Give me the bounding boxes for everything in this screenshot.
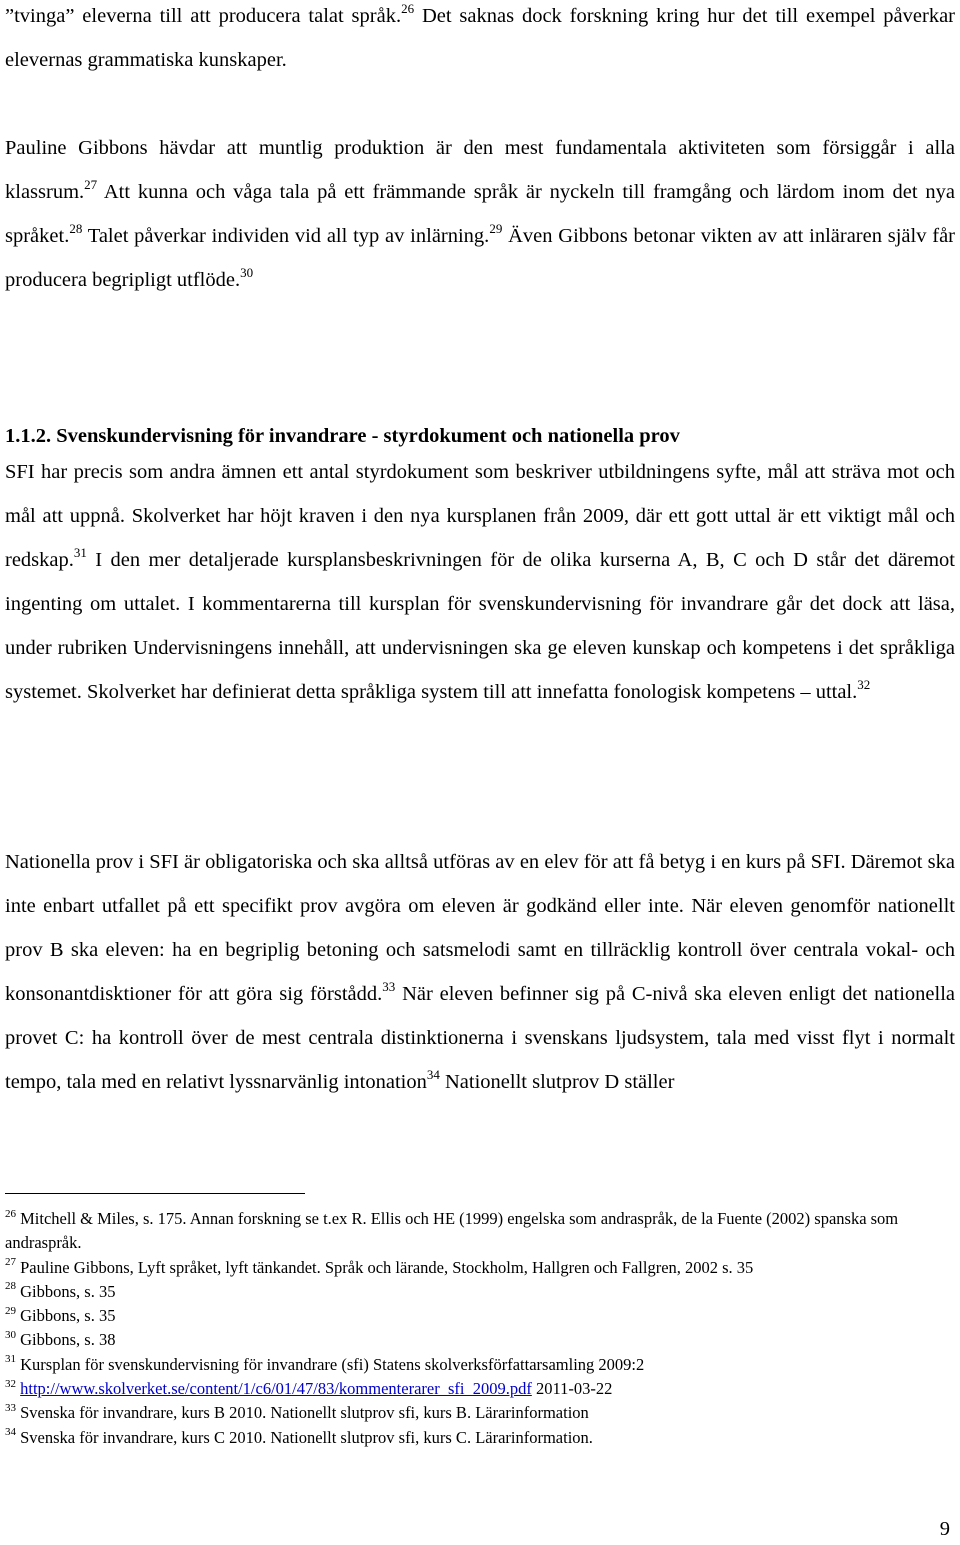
footnote-item (5, 1401, 955, 1425)
footnote-ref[interactable]: 26 (401, 1, 415, 17)
footnote-text: Kursplan för svenskundervisning för invandrare (sfi) Statens skolverksförfattarsamling 2009:2 (16, 1354, 645, 1374)
footnote-ref[interactable]: 30 (240, 265, 254, 281)
footnote-link[interactable]: http://www.skolverket.se/content/1/c6/01/47/83/kommenterarer_sfi_2009.pdf (20, 1379, 532, 1399)
text: När eleven befinner sig på C-nivå ska eleven enligt det nationella provet C: ha kontroll över de mest centrala distinktionerna i svenskans ljudsystem, tala med visst flyt i normalt tempo, tala med en relativt lyssnarvänlig intonation (5, 983, 955, 1093)
footnote-text: Mitchell & Miles, s. 175. Annan forskning se t.ex R. Ellis och HE (1999) engelska som andraspråk, de la Fuente (2002) spanska som andraspråk. (5, 1209, 899, 1253)
paragraph-4 (5, 840, 955, 1104)
footnote-number: 28 (5, 1280, 16, 1293)
footnote-text: Gibbons, s. 35 (16, 1281, 116, 1301)
paragraph-1 (5, 0, 955, 82)
footnote-ref[interactable]: 34 (426, 1067, 440, 1083)
footnotes (5, 1207, 955, 1450)
footnote-ref[interactable]: 29 (489, 221, 503, 237)
text: Att kunna och våga tala på ett främmande språk är nyckeln till framgång och lärdom inom det nya språket. (5, 181, 955, 247)
footnote-divider (5, 1193, 305, 1194)
section-heading: 1.1.2. Svenskundervisning för invandrare - styrdokument och nationella prov (5, 425, 680, 447)
paragraph-2 (5, 126, 955, 302)
page-number: 9 (939, 1518, 950, 1540)
footnote-item (5, 1280, 955, 1304)
footnote-number: 26 (5, 1207, 16, 1220)
footnote-ref[interactable]: 32 (857, 677, 871, 693)
footnote-text: Svenska för invandrare, kurs C 2010. Nationellt slutprov sfi, kurs C. Lärarinformation. (16, 1427, 593, 1447)
footnote-item (5, 1353, 955, 1377)
footnote-text: Gibbons, s. 35 (16, 1306, 116, 1326)
footnote-item (5, 1426, 955, 1450)
footnote-text: Svenska för invandrare, kurs B 2010. Nationellt slutprov sfi, kurs B. Lärarinformation (16, 1403, 589, 1423)
footnote-ref[interactable]: 31 (73, 545, 87, 561)
text: Även Gibbons betonar vikten av att inläraren själv får producera begripligt utflöde. (5, 225, 955, 291)
footnote-item (5, 1256, 955, 1280)
text: Nationella prov i SFI är obligatoriska och ska alltså utföras av en elev för att få betyg i en kurs på SFI. Däremot ska inte enbart utfallet på ett specifikt prov avgöra om eleven är godkänd eller inte. När eleven genomför nationellt prov B ska eleven: ha en begriplig betoning och satsmelodi samt en tillräcklig kontroll över centrala vokal- och konsonantdisktioner för att göra sig förstådd. (5, 851, 955, 1005)
text: Det saknas dock forskning kring hur det till exempel påverkar elevernas grammatiska kunskaper. (5, 5, 955, 71)
footnote-text: 2011-03-22 (531, 1379, 613, 1399)
text: Talet påverkar individen vid all typ av inlärning. (82, 225, 490, 247)
text: Pauline Gibbons hävdar att muntlig produktion är den mest fundamentala aktiviteten som försiggår i alla klassrum. (5, 137, 955, 203)
footnote-number: 32 (5, 1377, 16, 1390)
footnote-text: Gibbons, s. 38 (16, 1330, 116, 1350)
footnote-ref[interactable]: 28 (69, 221, 83, 237)
footnote-ref[interactable]: 27 (84, 177, 98, 193)
footnote-number: 29 (5, 1304, 16, 1317)
text: Nationellt slutprov D ställer (439, 1071, 675, 1093)
footnote-number: 31 (5, 1353, 16, 1366)
footnote-number: 34 (5, 1426, 16, 1439)
footnote-item (5, 1328, 955, 1352)
paragraph-3 (5, 450, 955, 714)
footnote-number: 27 (5, 1256, 16, 1269)
footnote-ref[interactable]: 33 (382, 979, 396, 995)
footnote-item (5, 1304, 955, 1328)
footnote-item (5, 1207, 955, 1256)
text: SFI har precis som andra ämnen ett antal styrdokument som beskriver utbildningens syfte, mål att sträva mot och mål att uppnå. Skolverket har höjt kraven i den nya kursplanen från 2009, där ett gott uttal är ett viktigt mål och redskap. (5, 461, 955, 571)
text: I den mer detaljerade kursplansbeskrivningen för de olika kurserna A, B, C och D står det däremot ingenting om uttalet. I kommentarerna till kursplan för svenskundervisning för invandrare går det dock att läsa, under rubriken Undervisningens innehåll, att undervisningen ska ge eleven kunskap och kompetens i det språkliga systemet. Skolverket har definierat detta språkliga system till att innefatta fonologisk kompetens – uttal. (5, 549, 955, 703)
footnote-number: 33 (5, 1401, 16, 1414)
footnote-item (5, 1377, 955, 1401)
text: ”tvinga” eleverna till att producera talat språk. (5, 5, 402, 27)
footnote-number: 30 (5, 1328, 16, 1341)
footnote-text: Pauline Gibbons, Lyft språket, lyft tänkandet. Språk och lärande, Stockholm, Hallgren och Fallgren, 2002 s. 35 (16, 1257, 754, 1277)
